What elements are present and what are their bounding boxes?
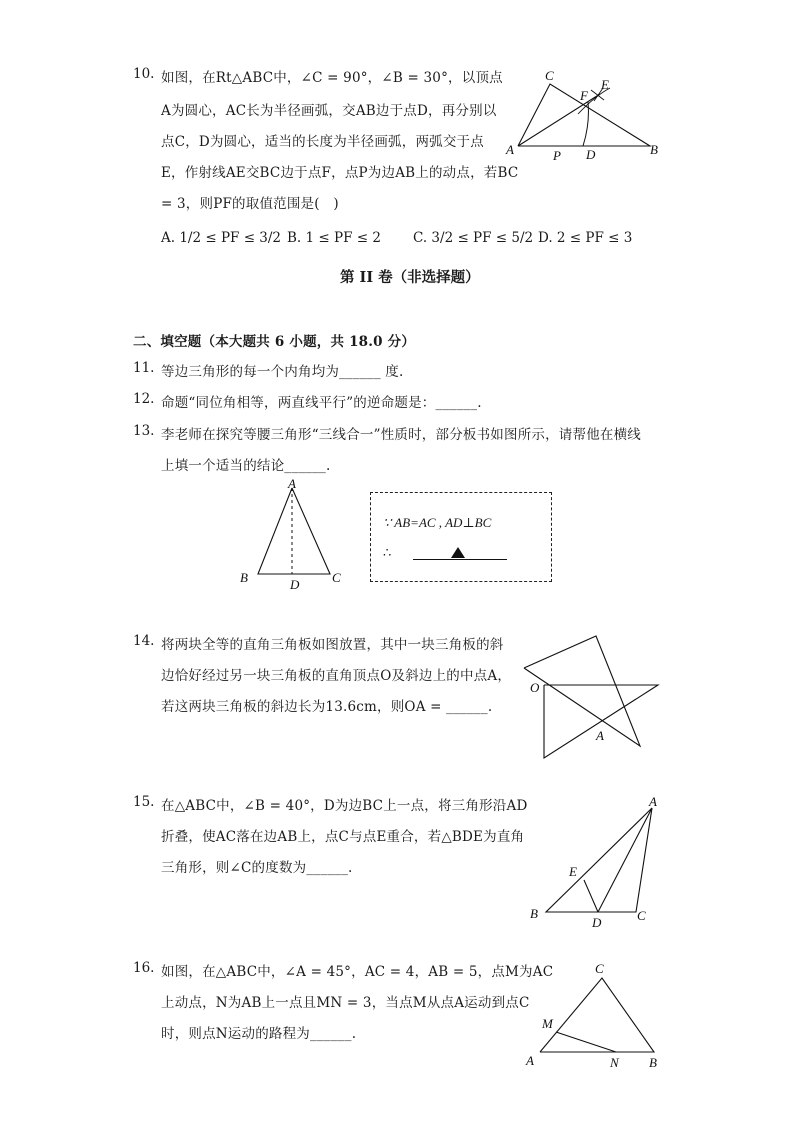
q10-option-d[interactable]: D. 2 ≤ PF ≤ 3 [538,230,633,246]
q13-label-a: A [288,476,296,491]
q13-figure [234,476,344,596]
q12-number: 12. [133,391,155,407]
q15-label-b: B [530,906,538,921]
q16-label-n: N [610,1055,619,1070]
q14-line-3: 若这两块三角板的斜边长为13.6cm，则OA = ______. [161,699,493,715]
q15-label-e: E [569,864,577,879]
q16-label-a: A [526,1053,534,1068]
q13-number: 13. [133,423,155,439]
q15-label-a: A [649,794,657,809]
q10-line-2: A为圆心，AC长为半径画弧，交AB边于点D，再分别以 [161,103,497,119]
q15-number: 15. [133,794,155,810]
q10-option-b[interactable]: B. 1 ≤ PF ≤ 2 [287,230,381,246]
q10-line-5: = 3，则PF的取值范围是( ) [161,196,339,212]
q10-figure [500,66,670,166]
q16-line-2: 上动点，N为AB上一点且MN = 3，当点M从点A运动到点C [161,995,530,1011]
q10-label-b: B [650,142,658,157]
q10-label-e: E [601,77,609,92]
q13-answer-blank[interactable] [413,559,507,560]
q13-box-therefore: ∴ [383,545,392,560]
q16-label-b: B [649,1055,657,1070]
q13-label-b: B [240,570,248,585]
q13-label-d: D [290,577,300,592]
q10-option-a[interactable]: A. 1/2 ≤ PF ≤ 3/2 [161,230,282,246]
q14-figure [518,630,668,765]
q16-label-c: C [595,961,604,976]
q10-label-d: D [586,147,596,162]
q10-label-f: F [580,88,588,103]
q13-line-2: 上填一个适当的结论______. [161,458,331,474]
q10-line-1: 如图，在Rt△ABC中，∠C = 90°，∠B = 30°，以顶点 [161,70,503,86]
q16-number: 16. [133,960,155,976]
q15-line-3: 三角形，则∠C的度数为______. [161,860,353,876]
part2-title: 第 II 卷（非选择题） [340,269,480,286]
q11-number: 11. [133,360,155,376]
q16-figure [522,958,667,1078]
q16-line-1: 如图，在△ABC中，∠A = 45°，AC = 4，AB = 5，点M为AC [161,964,554,980]
q10-label-p: P [553,148,561,163]
q14-line-1: 将两块全等的直角三角板如图放置，其中一块三角板的斜 [161,637,504,653]
q15-figure [524,794,674,934]
q14-line-2: 边恰好经过另一块三角板的直角顶点O及斜边上的中点A， [161,668,512,684]
q14-number: 14. [133,633,155,649]
q12-text: 命题“同位角相等，两直线平行”的逆命题是：______. [161,395,482,411]
q13-dashed-box [370,492,552,582]
q16-label-m: M [542,1016,553,1031]
q15-label-c: C [637,908,646,923]
q15-line-2: 折叠，使AC落在边AB上，点C与点E重合，若△BDE为直角 [161,829,525,845]
section2-title: 二、填空题（本大题共 6 小题，共 18.0 分） [133,334,416,350]
q13-line-1: 李老师在探究等腰三角形“三线合一”性质时，部分板书如图所示，请帮他在横线 [161,427,642,443]
q15-label-d: D [592,915,602,930]
q11-text: 等边三角形的每一个内角均为______ 度. [161,364,404,380]
q10-number: 10. [133,66,155,82]
q10-line-4: E，作射线AE交BC边于点F，点P为边AB上的动点，若BC [161,165,519,181]
q10-label-a: A [506,142,514,157]
q14-label-a: A [596,728,604,743]
q16-line-3: 时，则点N运动的路程为______. [161,1026,357,1042]
q10-option-c[interactable]: C. 3/2 ≤ PF ≤ 5/2 [413,230,534,246]
q10-line-3: 点C，D为圆心，适当的长度为半径画弧，两弧交于点 [161,134,484,150]
q14-label-o: O [530,680,540,695]
q15-line-1: 在△ABC中，∠B = 40°，D为边BC上一点，将三角形沿AD [161,798,528,814]
triangle-marker-icon [451,547,465,558]
q13-box-given: ∵ AB=AC , AD⊥BC [383,515,492,530]
q10-label-c: C [545,68,554,83]
q13-label-c: C [332,570,341,585]
